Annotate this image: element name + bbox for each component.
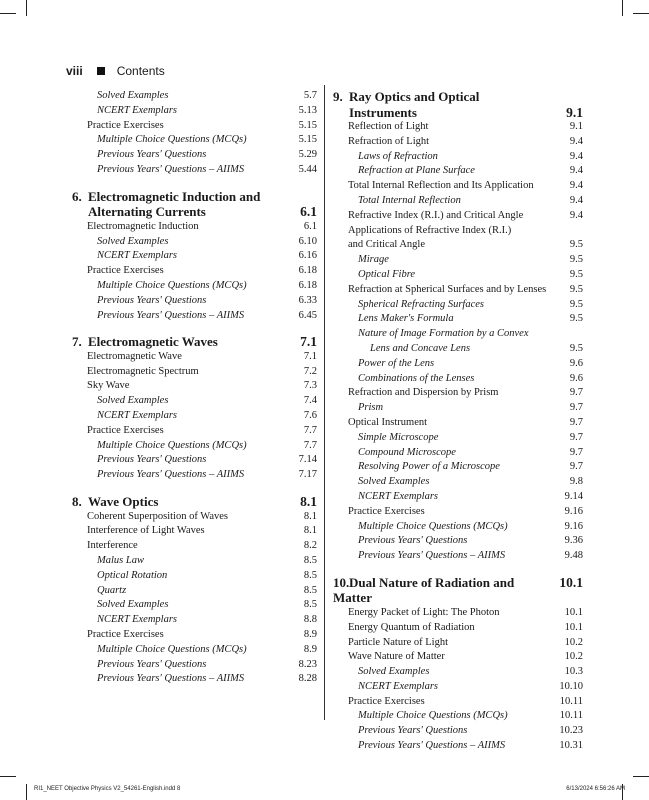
entry-title: Solved Examples	[97, 395, 169, 407]
toc-section-entry[interactable]	[72, 220, 317, 235]
chapter-heading[interactable]	[72, 334, 317, 350]
toc-subsection-entry[interactable]	[333, 327, 583, 342]
toc-section-entry[interactable]	[333, 224, 583, 239]
entry-title: Solved Examples	[358, 476, 430, 488]
toc-subsection-entry[interactable]	[72, 249, 317, 264]
entry-title: Total Internal Reflection	[358, 194, 461, 206]
entry-title: Solved Examples	[97, 235, 169, 247]
toc-subsection-entry[interactable]	[72, 163, 317, 178]
entry-title: Particle Nature of Light	[348, 636, 449, 648]
entry-title: Previous Years' Questions	[97, 454, 207, 466]
page-ref: 9.5	[569, 254, 583, 266]
page-ref: 5.44	[298, 163, 317, 175]
entry-title: Quartz	[97, 584, 127, 596]
page-ref: 8.9	[303, 643, 317, 655]
page-ref: 9.8	[569, 476, 583, 488]
page-ref: 9.1	[569, 121, 583, 132]
section-spacer	[72, 323, 317, 334]
header-title: Contents	[116, 64, 165, 78]
page-ref: 8.5	[303, 554, 317, 566]
entry-title: Previous Years' Questions	[97, 294, 207, 306]
page-ref: 10.1	[559, 574, 583, 590]
page-ref: 7.3	[303, 380, 317, 392]
page-ref: 5.15	[298, 119, 317, 131]
chapter-number: 9.	[333, 89, 343, 104]
entry-title: Electromagnetic Induction	[87, 220, 199, 232]
toc-section-entry[interactable]	[333, 636, 583, 651]
column-divider	[324, 85, 325, 720]
entry-title: Optical Instrument	[348, 416, 428, 428]
toc-subsection-entry[interactable]	[333, 549, 583, 564]
entry-title: Multiple Choice Questions (MCQs)	[97, 134, 247, 146]
entry-title: Previous Years' Questions – AIIMS	[358, 550, 506, 562]
toc-subsection-entry[interactable]	[72, 309, 317, 324]
chapter-number: 7.	[72, 334, 82, 350]
entry-title: Mirage	[358, 254, 389, 266]
entry-title: Simple Microscope	[358, 431, 439, 443]
entry-title: Applications of Refractive Index (R.I.)	[348, 224, 512, 236]
toc-subsection-entry[interactable]	[333, 298, 583, 313]
toc-subsection-entry[interactable]	[333, 312, 583, 327]
chapter-title: Electromagnetic Induction and	[88, 188, 261, 204]
entry-title: Refraction at Spherical Surfaces and by Lenses	[348, 283, 547, 295]
page-ref: 9.4	[569, 165, 583, 177]
toc-right-column	[333, 89, 583, 754]
entry-title: Practice Exercises	[87, 424, 164, 436]
page-ref: 7.4	[303, 395, 317, 407]
page-ref: 7.1	[300, 334, 317, 350]
page-ref: 8.28	[298, 673, 317, 685]
crop-mark	[0, 13, 16, 14]
toc-subsection-entry[interactable]	[333, 739, 583, 754]
entry-title: Malus Law	[97, 554, 144, 566]
entry-title: Practice Exercises	[87, 628, 164, 640]
page-ref: 9.4	[569, 209, 583, 221]
chapter-number: 6.	[72, 188, 82, 204]
crop-mark	[26, 784, 27, 800]
chapter-title-continued: Alternating Currents	[88, 204, 206, 220]
page-ref: 9.4	[569, 135, 583, 147]
toc-subsection-entry[interactable]	[333, 268, 583, 283]
page-ref: 6.18	[298, 279, 317, 291]
page-ref: 10.10	[559, 680, 583, 692]
page-ref: 9.6	[569, 357, 583, 369]
page-ref: 6.33	[298, 294, 317, 306]
crop-mark	[633, 776, 649, 777]
toc-section-entry[interactable]	[333, 416, 583, 431]
crop-mark	[0, 776, 16, 777]
toc-subsection-entry[interactable]	[72, 409, 317, 424]
page-ref: 9.5	[569, 313, 583, 325]
page-number: viii	[66, 64, 83, 78]
toc-section-entry[interactable]	[72, 628, 317, 643]
page-ref: 7.7	[303, 424, 317, 436]
toc-section-entry[interactable]	[333, 135, 583, 150]
toc-subsection-entry[interactable]	[333, 431, 583, 446]
entry-title: Prism	[358, 402, 384, 414]
chapter-heading[interactable]	[72, 189, 317, 220]
chapter-title: Wave Optics	[88, 494, 159, 510]
toc-section-entry[interactable]	[72, 264, 317, 279]
toc-left-column	[72, 89, 317, 687]
entry-title: Previous Years' Questions – AIIMS	[97, 469, 245, 481]
entry-title: Optical Rotation	[97, 569, 168, 581]
toc-section-entry[interactable]	[333, 606, 583, 621]
toc-section-entry[interactable]	[333, 179, 583, 194]
page-ref: 6.18	[298, 265, 317, 277]
entry-title: Coherent Superposition of Waves	[87, 510, 228, 522]
toc-subsection-entry[interactable]	[333, 724, 583, 739]
toc-subsection-entry[interactable]	[72, 148, 317, 163]
entry-title: Refraction and Dispersion by Prism	[348, 387, 499, 399]
toc-subsection-entry[interactable]	[72, 643, 317, 658]
page-ref: 10.2	[564, 636, 583, 648]
page-ref: 8.1	[303, 510, 317, 522]
page-ref: 9.7	[569, 446, 583, 458]
page-ref: 8.5	[303, 584, 317, 596]
toc-subsection-entry[interactable]	[333, 357, 583, 372]
entry-title: Wave Nature of Matter	[348, 651, 445, 663]
toc-section-entry[interactable]	[72, 524, 317, 539]
page-ref: 9.4	[569, 180, 583, 192]
toc-subsection-entry[interactable]	[333, 446, 583, 461]
print-slug	[34, 786, 625, 792]
page-ref: 5.7	[303, 90, 317, 101]
entry-title: NCERT Exemplars	[97, 104, 178, 116]
toc-subsection-entry[interactable]	[333, 460, 583, 475]
entry-title: Multiple Choice Questions (MCQs)	[97, 439, 247, 451]
entry-title: Total Internal Reflection and Its Application	[348, 180, 534, 192]
toc-subsection-entry[interactable]	[333, 342, 583, 357]
chapter-title: Ray Optics and Optical	[349, 89, 480, 104]
toc-subsection-entry[interactable]	[72, 439, 317, 454]
toc-section-entry[interactable]	[333, 283, 583, 298]
entry-title: Multiple Choice Questions (MCQs)	[358, 520, 508, 532]
entry-title: Electromagnetic Spectrum	[87, 365, 199, 377]
page-ref: 8.5	[303, 599, 317, 611]
toc-subsection-entry[interactable]	[333, 253, 583, 268]
entry-title: Previous Years' Questions	[97, 149, 207, 161]
crop-mark	[633, 13, 649, 14]
page-ref: 9.5	[569, 298, 583, 310]
entry-title: Lens Maker's Formula	[358, 313, 454, 325]
entry-title: Solved Examples	[97, 90, 169, 101]
chapter-heading[interactable]	[333, 575, 583, 606]
toc-subsection-entry[interactable]	[333, 680, 583, 695]
entry-title: Combinations of the Lenses	[358, 372, 475, 384]
entry-title: Refractive Index (R.I.) and Critical Angle	[348, 209, 524, 221]
page-ref: 8.9	[303, 628, 317, 640]
entry-title: Interference	[87, 540, 138, 552]
entry-title: Previous Years' Questions – AIIMS	[97, 673, 245, 685]
entry-title: Multiple Choice Questions (MCQs)	[97, 643, 247, 655]
toc-subsection-entry[interactable]	[72, 279, 317, 294]
toc-subsection-entry[interactable]	[72, 569, 317, 584]
entry-title: Sky Wave	[87, 380, 130, 392]
toc-subsection-entry[interactable]	[333, 150, 583, 165]
toc-subsection-entry[interactable]	[72, 584, 317, 599]
toc-subsection-entry[interactable]	[72, 554, 317, 569]
entry-title: Interference of Light Waves	[87, 525, 205, 537]
chapter-title-continued: Instruments	[349, 104, 417, 120]
page-ref: 7.17	[298, 469, 317, 481]
entry-title: Energy Quantum of Radiation	[348, 621, 475, 633]
entry-title: NCERT Exemplars	[97, 250, 178, 262]
toc-section-entry[interactable]	[72, 379, 317, 394]
page-ref: 6.45	[298, 309, 317, 321]
entry-title: Previous Years' Questions – AIIMS	[97, 309, 245, 321]
page-ref: 9.7	[569, 387, 583, 399]
entry-title: Practice Exercises	[87, 119, 164, 131]
page-ref: 9.16	[564, 520, 583, 532]
page-ref: 10.1	[564, 621, 583, 633]
toc-subsection-entry[interactable]	[72, 468, 317, 483]
page-ref: 9.14	[564, 490, 583, 502]
page-ref: 6.1	[300, 204, 317, 220]
toc-subsection-entry[interactable]	[72, 104, 317, 119]
toc-section-entry[interactable]	[333, 695, 583, 710]
page-ref: 9.5	[569, 283, 583, 295]
page-ref: 6.10	[298, 235, 317, 247]
page-ref: 8.2	[303, 540, 317, 552]
page-ref: 10.31	[559, 740, 583, 752]
section-spacer	[333, 564, 583, 575]
page-ref: 9.5	[569, 268, 583, 280]
page-ref: 8.23	[298, 658, 317, 670]
page-ref: 7.2	[303, 365, 317, 377]
toc-section-entry[interactable]	[72, 365, 317, 380]
toc-subsection-entry[interactable]	[72, 294, 317, 309]
page-ref: 10.11	[559, 710, 583, 722]
toc-section-entry[interactable]	[72, 119, 317, 134]
page-ref: 10.2	[564, 651, 583, 663]
entry-title: Nature of Image Formation by a Convex	[358, 328, 529, 340]
entry-title: Previous Years' Questions – AIIMS	[358, 740, 506, 752]
toc-section-entry[interactable]	[72, 424, 317, 439]
entry-title: Previous Years' Questions	[97, 658, 207, 670]
page-ref: 9.48	[564, 550, 583, 562]
entry-title: Previous Years' Questions	[358, 535, 468, 547]
page-ref: 8.5	[303, 569, 317, 581]
toc-section-entry[interactable]	[333, 505, 583, 520]
page-ref: 6.1	[303, 220, 317, 232]
toc-section-entry[interactable]	[333, 209, 583, 224]
page-ref: 8.1	[300, 494, 317, 510]
section-spacer	[72, 483, 317, 494]
chapter-title: Electromagnetic Waves	[88, 334, 218, 350]
toc-subsection-entry[interactable]	[333, 164, 583, 179]
crop-mark	[622, 0, 623, 16]
page-ref: 9.4	[569, 194, 583, 206]
chapter-heading[interactable]	[333, 89, 583, 120]
page-ref: 7.1	[303, 350, 317, 362]
page-ref: 9.1	[566, 104, 583, 120]
page-ref: 8.8	[303, 614, 317, 626]
page-ref: 10.11	[559, 695, 583, 707]
toc-section-entry[interactable]	[72, 539, 317, 554]
running-header	[66, 64, 165, 78]
toc-section-entry[interactable]	[72, 510, 317, 525]
page-ref: 9.7	[569, 431, 583, 443]
toc-subsection-entry[interactable]	[333, 194, 583, 209]
page-ref: 10.1	[564, 606, 583, 618]
entry-title: Energy Packet of Light: The Photon	[348, 606, 500, 618]
page-ref: 9.7	[569, 461, 583, 473]
entry-title: Resolving Power of a Microscope	[358, 461, 500, 473]
chapter-number: 10.	[333, 574, 350, 590]
page-ref: 9.7	[569, 402, 583, 414]
entry-title: NCERT Exemplars	[97, 410, 178, 422]
page-ref: 10.23	[559, 725, 583, 737]
toc-subsection-entry[interactable]	[72, 89, 317, 104]
entry-title: Practice Exercises	[348, 505, 425, 517]
entry-title: Refraction at Plane Surface	[358, 165, 475, 177]
entry-title: NCERT Exemplars	[358, 490, 439, 502]
toc-subsection-entry[interactable]	[333, 490, 583, 505]
section-spacer	[72, 178, 317, 189]
toc-section-entry[interactable]	[333, 621, 583, 636]
entry-title: Practice Exercises	[348, 695, 425, 707]
toc-section-entry[interactable]	[333, 120, 583, 135]
page-ref: 9.6	[569, 372, 583, 384]
page-ref: 7.7	[303, 439, 317, 451]
toc-subsection-entry[interactable]	[72, 394, 317, 409]
entry-title: Previous Years' Questions	[358, 725, 468, 737]
toc-subsection-entry[interactable]	[333, 665, 583, 680]
page-ref: 7.14	[298, 454, 317, 466]
entry-title: NCERT Exemplars	[358, 680, 439, 692]
entry-title: Electromagnetic Wave	[87, 350, 182, 362]
page-ref: 7.6	[303, 410, 317, 422]
toc-subsection-entry[interactable]	[72, 658, 317, 673]
toc-subsection-entry[interactable]	[333, 372, 583, 387]
page-ref: 5.15	[298, 134, 317, 146]
entry-title: Multiple Choice Questions (MCQs)	[358, 710, 508, 722]
entry-title: Optical Fibre	[358, 268, 416, 280]
toc-section-entry[interactable]	[333, 238, 583, 253]
entry-title: Practice Exercises	[87, 265, 164, 277]
toc-subsection-entry[interactable]	[72, 598, 317, 613]
toc-subsection-entry[interactable]	[333, 534, 583, 549]
page-ref: 9.7	[569, 416, 583, 428]
entry-title: Laws of Refraction	[358, 150, 438, 162]
toc-subsection-entry[interactable]	[72, 613, 317, 628]
entry-title: Solved Examples	[358, 666, 430, 678]
toc-subsection-entry[interactable]	[72, 235, 317, 250]
toc-section-entry[interactable]	[333, 386, 583, 401]
entry-title: Multiple Choice Questions (MCQs)	[97, 279, 247, 291]
page-ref: 9.36	[564, 535, 583, 547]
page-ref: 9.16	[564, 505, 583, 517]
print-timestamp: 6/13/2024 6:56:26 AM	[566, 786, 625, 792]
square-bullet-icon	[97, 67, 105, 75]
crop-mark	[26, 0, 27, 16]
entry-title: Previous Years' Questions – AIIMS	[97, 163, 245, 175]
toc-section-entry[interactable]	[333, 650, 583, 665]
file-name: RI1_NEET Objective Physics V2_54261-English.indd 8	[34, 786, 181, 792]
entry-title: and Critical Angle	[348, 239, 425, 251]
entry-title: Compound Microscope	[358, 446, 456, 458]
toc-subsection-entry[interactable]	[72, 453, 317, 468]
entry-title: Solved Examples	[97, 599, 169, 611]
page-ref: 8.1	[303, 525, 317, 537]
entry-title: NCERT Exemplars	[97, 614, 178, 626]
chapter-heading[interactable]	[72, 494, 317, 510]
entry-title: Reflection of Light	[348, 121, 429, 132]
page-ref: 5.13	[298, 104, 317, 116]
page-ref: 10.3	[564, 666, 583, 678]
page-ref: 9.5	[569, 239, 583, 251]
chapter-number: 8.	[72, 494, 82, 510]
entry-title: Refraction of Light	[348, 135, 430, 147]
entry-title: Lens and Concave Lens	[370, 342, 471, 354]
toc-subsection-entry[interactable]	[333, 520, 583, 535]
entry-title: Power of the Lens	[358, 357, 435, 369]
entry-title: Spherical Refracting Surfaces	[358, 298, 484, 310]
toc-subsection-entry[interactable]	[333, 401, 583, 416]
toc-subsection-entry[interactable]	[72, 133, 317, 148]
toc-subsection-entry[interactable]	[333, 709, 583, 724]
chapter-title: Dual Nature of Radiation and Matter	[333, 574, 515, 606]
toc-subsection-entry[interactable]	[333, 475, 583, 490]
toc-subsection-entry[interactable]	[72, 672, 317, 687]
page-ref: 6.16	[298, 250, 317, 262]
toc-section-entry[interactable]	[72, 350, 317, 365]
page-ref: 9.5	[569, 342, 583, 354]
page-ref: 9.4	[569, 150, 583, 162]
page-ref: 5.29	[298, 149, 317, 161]
